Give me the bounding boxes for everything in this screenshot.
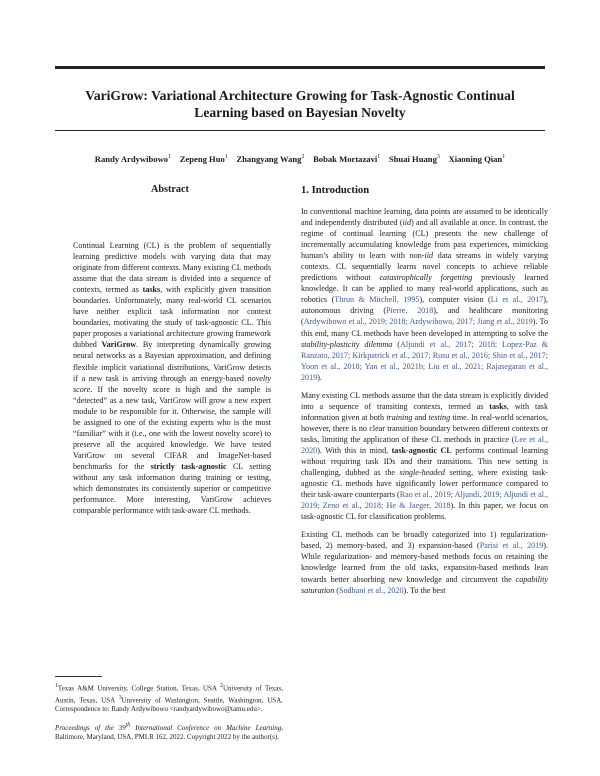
title-line-1: VariGrow: Variational Architecture Growing for Task-Agnostic Continual <box>85 88 515 103</box>
citation-link[interactable]: Pierre, 2018 <box>386 306 434 316</box>
title-rule-bottom <box>55 130 545 131</box>
abstract-body <box>73 240 271 516</box>
author: Randy Ardywibowo$^1$ <box>94 154 172 164</box>
citation-link[interactable]: Parisi et al., 2019 <box>479 541 544 551</box>
affiliations-footnote: $^1$Texas A&M University, College Station, Texas, USA $^2$University of Texas, Austin, Texas, USA $^3$University of Washington, Seattle, Washington, USA. Correspondence to: Randy Ardywibowo <randyardywibowo@tamu.edu>. <box>55 683 284 714</box>
title-line-2: Learning based on Bayesian Novelty <box>194 105 406 120</box>
proceedings-footnote: Proceedings of the 39th International Conference on Machine Learning, Baltimore, Maryland, USA, PMLR 162, 2022. Copyright 2022 by the author(s). <box>55 722 284 741</box>
citation-link[interactable]: Ardywibowo et al., 2019; 2018; Ardywibowo, 2017; Jiang et al., 2019 <box>303 317 533 327</box>
author: Zhangyang Wang$^2$ <box>236 154 305 164</box>
citation-link[interactable]: Sodhani et al., 2020 <box>339 585 404 595</box>
author: Xiaoning Qian$^1$ <box>448 154 506 164</box>
citation-link[interactable]: Lee et al., 2020 <box>301 434 548 455</box>
abstract-heading: Abstract <box>151 184 189 195</box>
footnote-rule <box>55 676 102 677</box>
abstract-paragraph: Continual Learning (CL) is the problem of sequentially learning predictive models with varying data that may originate from different contexts. Many existing CL methods assume that the data stream is divided into a sequence of contexts, termed as tasks, with explicitly given transition boundaries. Unfortunately, many real-world CL scenarios have neither explicit task information nor context boundaries, motivating the study of task-agnostic CL. This paper proposes a variational architecture growing framework dubbed VariGrow. By interpreting dynamically growing neural networks as a Bayesian approximation, and defining flexible implicit variational distributions, VariGrow detects if a new task is arriving through an energy-based novelty score. If the novelty score is high and the sample is “detected” as a new task, VariGrow will grow a new expert module to be responsible for it. Otherwise, the sample will be assigned to one of the existing experts who is the most “familiar” with it (i.e., one with the lowest novelty score) to preserve all the acquired knowledge. We have tested VariGrow on several CIFAR and ImageNet-based benchmarks for the strictly task-agnostic CL setting without any task information during training or testing, which demonstrates its consistently superior or competitive performance. More interesting, VariGrow achieves comparable performance with task-aware CL methods. <box>73 241 271 516</box>
author-list <box>40 154 560 164</box>
intro-paragraph-2: Many existing CL methods assume that the data stream is explicitly divided into a sequence of transiting contexts, termed as tasks, with task information given at both training and testing time. In real-world scenarios, however, there is no clear transition boundary between different contexts or tasks, limiting the application of these CL methods in practice (Lee et al., 2020). With this in mind, task-agnostic CL performs continual learning without requiring task IDs and their transitions. This new setting is challenging, dubbed as the single-headed setting, where existing task-agnostic CL methods have significantly lower performance compared to their task-aware counterparts (Rao et al., 2019; Aljundi, 2019; Aljundi et al., 2019; Zeno et al., 2018; He & Jaeger, 2018). In this paper, we focus on task-agnostic CL for classification problems. <box>301 390 549 522</box>
introduction-body <box>301 206 548 603</box>
intro-paragraph-3: Existing CL methods can be broadly categorized into 1) regularization-based, 2) memory-based, and 3) expansion-based (Parisi et al., 2019). While regularization- and memory-based methods focus on retaining the knowledge learned from the old tasks, expansion-based methods lean towards better absorbing new knowledge and circumvent the capability saturation (Sodhani et al., 2020). To the best <box>301 530 548 595</box>
author: Zepeng Huo$^1$ <box>179 154 228 164</box>
author: Bobak Mortazavi$^1$ <box>313 154 381 164</box>
citation-link[interactable]: Aljundi et al., 2017; 2018; Lopez-Paz & Ranzato, 2017; Kirkpatrick et al., 2017; Rusu et al., 2016; Shin et al., 2017; Yoon et al., 2018; Yan et al., 2021b; Liu et al., 2021; Rajasegaran et al., 2019 <box>301 339 549 382</box>
footnotes <box>55 682 283 742</box>
introduction-heading: 1. Introduction <box>301 185 370 196</box>
citation-link[interactable]: Thrun & Mitchell, 1995 <box>334 295 420 305</box>
author: Shuai Huang$^3$ <box>388 154 440 164</box>
title-rule-top <box>55 66 545 69</box>
paper-title <box>60 87 540 121</box>
intro-paragraph-1: In conventional machine learning, data points are assumed to be identically and independently distributed (iid) and all available at once. In contrast, the regime of continual learning (CL) presents the new challenge of incrementally accumulating knowledge from past experiences, mimicking human’s ability to learn with non-iid data streams in widely varying contexts. CL sequentially learns novel concepts to achieve reliable predictions without catastrophically forgetting previously learned knowledge. It can be applied to many real-world applications, such as robotics (Thrun & Mitchell, 1995), computer vision (Li et al., 2017), autonomous driving (Pierre, 2018), and healthcare monitoring (Ardywibowo et al., 2019; 2018; Ardywibowo, 2017; Jiang et al., 2019). To this end, many CL methods have been developed in attempting to solve the stability-plasticity dilemma (Aljundi et al., 2017; 2018; Lopez-Paz & Ranzato, 2017; Kirkpatrick et al., 2017; Rusu et al., 2016; Shin et al., 2017; Yoon et al., 2018; Yan et al., 2021b; Liu et al., 2021; Rajasegaran et al., 2019). <box>301 207 549 382</box>
citation-link[interactable]: Li et al., 2017 <box>490 295 544 305</box>
citation-link[interactable]: Rao et al., 2019; Aljundi, 2019; Aljundi et al., 2019; Zeno et al., 2018; He & Jaeger, 2018 <box>301 490 548 511</box>
